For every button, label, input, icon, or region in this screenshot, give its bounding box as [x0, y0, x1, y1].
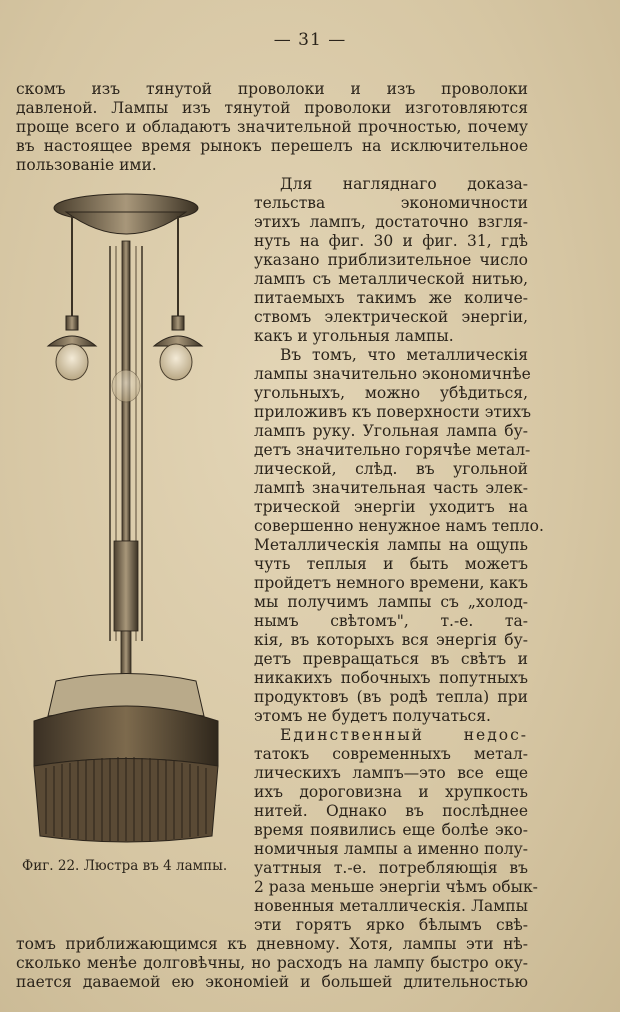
body-line: этомъ не будетъ получаться. [254, 707, 491, 725]
body-line: томъ приближающимся къ дневному. Хотя, лампы эти нѣ- [16, 935, 528, 953]
body-line: новенныя металлическія. Лампы [254, 897, 528, 915]
body-line: татокъ современныхъ метал- [254, 745, 528, 763]
body-line: Металлическія лампы на ощупь [254, 536, 528, 554]
body-line: ихъ дороговизна и хрупкость [254, 783, 528, 801]
body-line: уаттныя т.-е. потребляющія въ [254, 859, 528, 877]
body-line: лическихъ лампъ—это все еще [254, 764, 528, 782]
body-line: лампъ съ металлической нитью, [254, 270, 528, 288]
body-line: пается даваемой ею экономіей и большей длительностью [16, 973, 528, 991]
page-number: — 31 — [273, 30, 347, 50]
body-line: детъ превращаться въ свѣтъ и [254, 650, 528, 668]
body-line: Единственный недос- [280, 726, 528, 744]
side-lamp-right [154, 316, 202, 380]
body-line: кія, въ которыхъ вся энергія бу- [254, 631, 528, 649]
body-line: этихъ лампъ, достаточно взгля- [254, 213, 528, 231]
body-line: лампы значительно экономичнѣе [254, 365, 531, 383]
body-line: детъ значительно горячѣе метал- [254, 441, 531, 459]
body-line: лампъ руку. Угольная лампа бу- [254, 422, 528, 440]
body-line: нымъ свѣтомъ", т.-е. та- [254, 612, 528, 630]
body-line: трической энергіи уходитъ на [254, 498, 528, 516]
body-line: указано приблизительное число [254, 251, 528, 269]
side-lamp-left [48, 316, 96, 380]
body-line: пользованіе ими. [16, 156, 157, 174]
body-line: чуть теплыя и быть можетъ [254, 555, 528, 573]
body-line: скомъ изъ тянутой проволоки и изъ проволоки [16, 80, 528, 98]
body-line: тельства экономичности [254, 194, 528, 212]
body-line: лампѣ значительная часть элек- [254, 479, 528, 497]
body-line: мы получимъ лампы съ „холод- [254, 593, 528, 611]
body-line: Для нагляднаго доказа- [280, 175, 528, 193]
body-line: ствомъ электрической энергіи, [254, 308, 528, 326]
body-line: продуктовъ (въ родѣ тепла) при [254, 688, 528, 706]
body-line: проще всего и обладаютъ значительной прочностью, почему [16, 118, 528, 136]
body-line: совершенно ненужное намъ тепло. [254, 517, 544, 535]
body-line: 2 раза меньше энергіи чѣмъ обык- [254, 878, 538, 896]
body-line: время появились еще болѣе эко- [254, 821, 528, 839]
chandelier-illustration [26, 186, 226, 846]
body-line: нуть на фиг. 30 и фиг. 31, гдѣ [254, 232, 528, 250]
body-line: лической, слѣд. въ угольной [254, 460, 528, 478]
body-line: сколько менѣе долговѣчны, но расходъ на лампу быстро оку- [16, 954, 528, 972]
body-line: какъ и угольныя лампы. [254, 327, 454, 345]
body-line: Въ томъ, что металлическія [280, 346, 528, 364]
body-line: никакихъ побочныхъ попутныхъ [254, 669, 528, 687]
body-line: пройдетъ немного времени, какъ [254, 574, 528, 592]
body-line: эти горятъ ярко бѣлымъ свѣ- [254, 916, 528, 934]
body-line: питаемыхъ такимъ же количе- [254, 289, 528, 307]
body-line: нитей. Однако въ послѣднее [254, 802, 528, 820]
body-line: въ настоящее время рынокъ перешелъ на исключительное [16, 137, 528, 155]
body-line: угольныхъ, можно убѣдиться, [254, 384, 528, 402]
body-line: номичныя лампы а именно полу- [254, 840, 528, 858]
body-line: приложивъ къ поверхности этихъ [254, 403, 531, 421]
body-line: давленой. Лампы изъ тянутой проволоки изготовляются [16, 99, 528, 117]
figure-caption: Фиг. 22. Люстра въ 4 лампы. [22, 858, 228, 874]
